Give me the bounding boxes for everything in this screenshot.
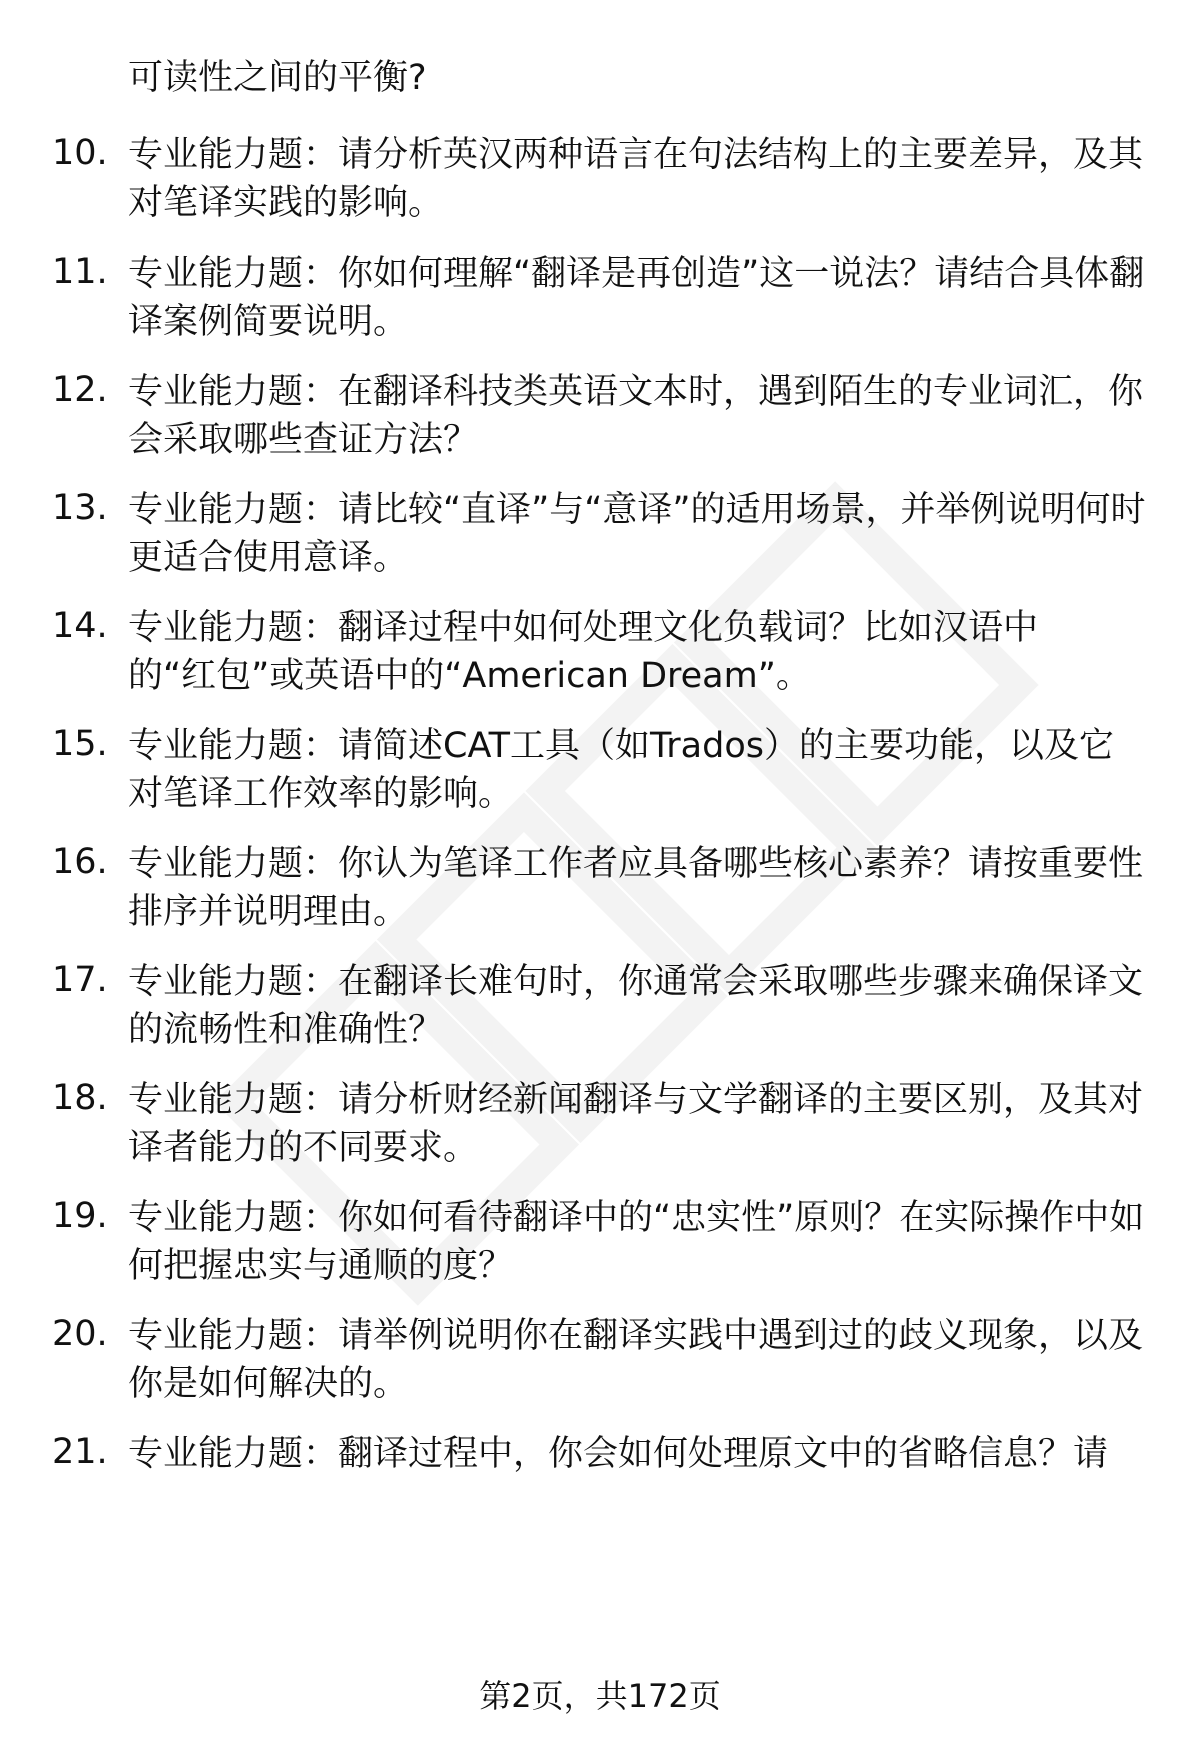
question-text: 专业能力题：在翻译科技类英语文本时，遇到陌生的专业词汇，你会采取哪些查证方法？ bbox=[128, 372, 1144, 460]
question-number: 17. bbox=[52, 960, 108, 1000]
continuation-text: 可读性之间的平衡? bbox=[128, 58, 427, 98]
question-text: 专业能力题：请分析财经新闻翻译与文学翻译的主要区别，及其对译者能力的不同要求。 bbox=[128, 1080, 1144, 1168]
question-number: 21. bbox=[52, 1432, 108, 1472]
question-number: 15. bbox=[52, 724, 108, 764]
question-text: 专业能力题：在翻译长难句时，你通常会采取哪些步骤来确保译文的流畅性和准确性？ bbox=[128, 962, 1144, 1050]
question-text: 专业能力题：翻译过程中如何处理文化负载词？比如汉语中的“红包”或英语中的“American Dream”。 bbox=[128, 608, 1039, 696]
question-text: 专业能力题：请分析英汉两种语言在句法结构上的主要差异，及其对笔译实践的影响。 bbox=[128, 135, 1144, 223]
question-number: 16. bbox=[52, 842, 108, 882]
page-footer: 第2页，共172页 bbox=[479, 1677, 721, 1715]
question-number: 12. bbox=[52, 370, 108, 410]
question-text: 专业能力题：你如何看待翻译中的“忠实性”原则？在实际操作中如何把握忠实与通顺的度？ bbox=[128, 1198, 1145, 1286]
question-number: 20. bbox=[52, 1314, 108, 1354]
question-number: 11. bbox=[52, 252, 108, 292]
question-text: 专业能力题：请简述CAT工具（如Trados）的主要功能，以及它对笔译工作效率的影响。 bbox=[128, 726, 1114, 814]
question-number: 18. bbox=[52, 1078, 108, 1118]
question-text: 专业能力题：请比较“直译”与“意译”的适用场景，并举例说明何时更适合使用意译。 bbox=[128, 490, 1146, 578]
question-text: 专业能力题：翻译过程中，你会如何处理原文中的省略信息？请 bbox=[128, 1434, 1109, 1474]
question-number: 14. bbox=[52, 606, 108, 646]
question-text: 专业能力题：你认为笔译工作者应具备哪些核心素养？请按重要性排序并说明理由。 bbox=[128, 844, 1144, 932]
question-number: 13. bbox=[52, 488, 108, 528]
question-number: 19. bbox=[52, 1196, 108, 1236]
question-number: 10. bbox=[52, 133, 108, 173]
question-text: 专业能力题：你如何理解“翻译是再创造”这一说法？请结合具体翻译案例简要说明。 bbox=[128, 254, 1145, 342]
question-text: 专业能力题：请举例说明你在翻译实践中遇到过的歧义现象，以及你是如何解决的。 bbox=[128, 1316, 1144, 1404]
